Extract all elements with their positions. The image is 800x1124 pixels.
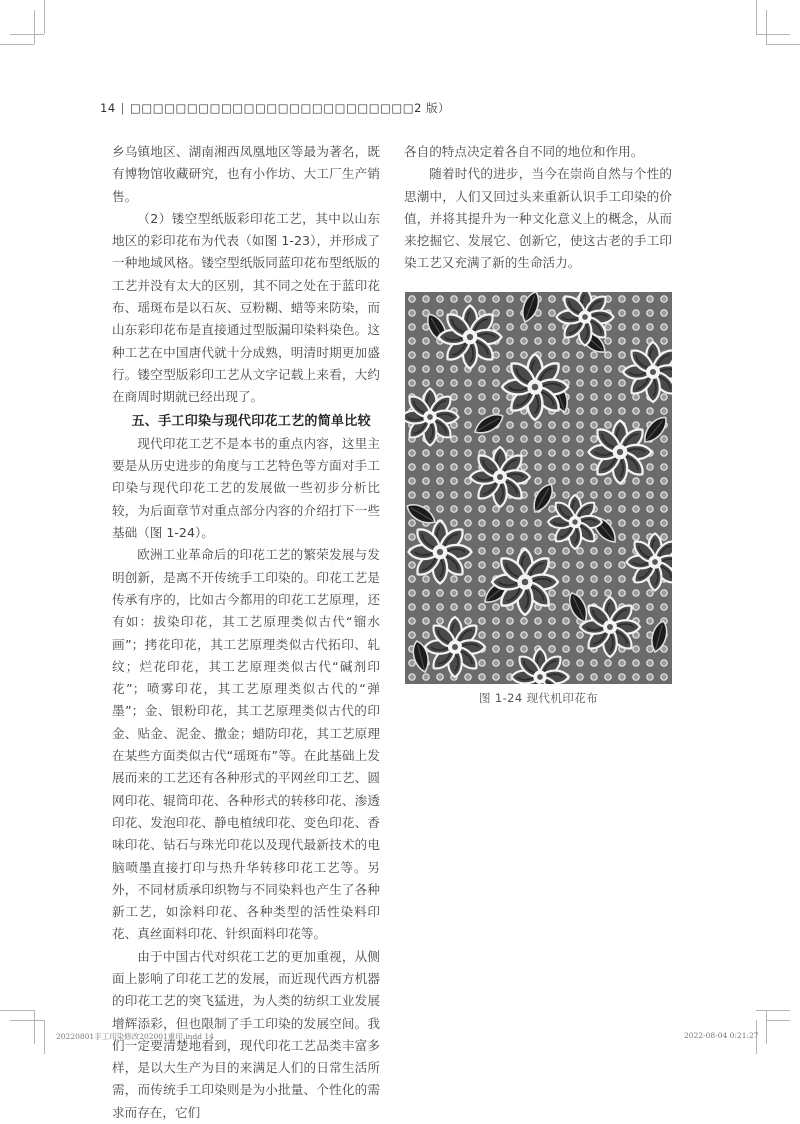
right-column — [404, 141, 672, 275]
paragraph: 欧洲工业革命后的印花工艺的繁荣发展与发明创新，是离不开传统手工印染的。印花工艺是传承有序的，比如古今都用的印花工艺原理，还有如：拔染印花，其工艺原理类似古代“镏水画”；拷花印花，其工艺原理类似古代拓印、轧纹；烂花印花，其工艺原理类似古代“碱剂印花”；喷雾印花，其工艺原理类似古代的“弹墨”；金、银粉印花，其工艺原理类似古代的印金、贴金、泥金、撒金；蜡防印花，其工艺原理在某些方面类似古代“瑶斑布”等。在此基础上发展而来的工艺还有各种形式的平网丝印工艺、圆网印花、辊筒印花、各种形式的转移印花、渗透印花、发泡印花、静电植绒印花、变色印花、香味印花、钻石与珠光印花以及现代最新技术的电脑喷墨直接打印与热升华转移印花工艺等。另外，不同材质承印织物与不同染料也产生了各种新工艺，如涂料印花、各种类型的活性染料印花、真丝面料印花、针织面料印花等。 — [112, 547, 380, 942]
crop-mark — [44, 1020, 45, 1054]
left-column — [112, 141, 380, 1124]
crop-mark — [766, 1020, 790, 1021]
crop-mark — [34, 1010, 35, 1044]
crop-mark — [766, 10, 767, 44]
paragraph: 随着时代的进步，当今在崇尚自然与个性的思潮中，人们又回过头来重新认识手工印染的价值，并将其提升为一种文化意义上的概念，从而来挖掘它、发展它、创新它，使这古老的手工印染工艺又充满了新的生命活力。 — [404, 166, 672, 271]
crop-mark — [10, 34, 44, 35]
crop-mark — [756, 1010, 790, 1011]
crop-mark — [10, 1020, 44, 1021]
section-heading: 五、手工印染与现代印花工艺的简单比较 — [131, 413, 371, 429]
fabric-photo — [405, 292, 672, 684]
crop-mark — [756, 0, 757, 34]
paragraph: （2）镂空型纸版彩印花工艺，其中以山东地区的彩印花布为代表（如图 1-23），并形成了一种地域风格。镂空型纸版同蓝印花布型纸版的工艺并没有太大的区别，其不同之处在于蓝印花布、瑶斑布是以石灰、豆粉糊、蜡等来防染，而山东彩印花布是直接通过型版漏印染料染色。这种工艺在中国唐代就十分成熟，明清时期更加盛行。镂空型版彩印工艺从文字记载上来看，大约在商周时期就已经出现了。 — [112, 210, 380, 405]
paragraph: 由于中国古代对织花工艺的更加重视，从侧面上影响了印花工艺的发展，而近现代西方机器的印花工艺的突飞猛进，为人类的纺织工业发展增辉添彩，但也限制了手工印染的发展空间。我们一定要清楚地看到，现代印花工艺品类丰富多样，是以大生产为目的来满足人们的日常生活所需，而传统手工印染则是为小批量、个性化的需求而存在，它们 — [112, 948, 380, 1120]
slug-filename: 20220801手工印染修改202001重印.indd 14 — [56, 1032, 214, 1041]
crop-mark — [766, 1010, 767, 1044]
crop-mark — [756, 34, 790, 35]
paragraph: 各自的特点决定着各自不同的地位和作用。 — [404, 144, 644, 159]
book-title: □□□□□□□□□□□□□□□□□□□□□□□□□2 版） — [130, 101, 451, 115]
crop-mark — [766, 44, 800, 45]
paragraph: 现代印花工艺不是本书的重点内容，这里主要是从历史进步的角度与工艺特色等方面对手工印染与现代印花工艺的发展做一些初步分析比较，为后面章节对重点部分内容的介绍打下一些基础（图 1-24）。 — [112, 435, 380, 541]
header-separator: | — [120, 101, 126, 115]
running-head — [100, 100, 450, 116]
page-number: 14 — [100, 101, 116, 115]
crop-mark — [34, 10, 35, 44]
figure-caption: 图 1-24 现代机印花布 — [478, 691, 599, 705]
floral-pattern-image — [405, 292, 672, 684]
crop-mark — [44, 0, 45, 34]
crop-mark — [0, 1010, 34, 1011]
crop-mark — [0, 44, 34, 45]
slug-timestamp: 2022-08-04 0:21:27 — [684, 1031, 759, 1040]
paragraph: 乡乌镇地区、湖南湘西凤凰地区等最为著名，既有博物馆收藏研究，也有小作坊、大工厂生产销售。 — [112, 144, 380, 204]
